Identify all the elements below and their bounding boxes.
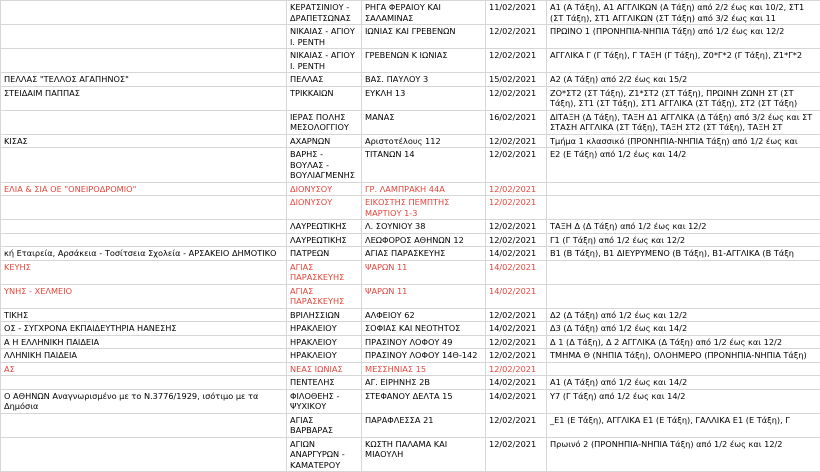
- cell-name[interactable]: [1, 376, 287, 390]
- table-row[interactable]: [1, 284, 820, 308]
- table-row[interactable]: [1, 413, 820, 437]
- cell-date[interactable]: 12/02/2021: [486, 220, 547, 234]
- cell-details[interactable]: _Ε1 (Ε Τάξη), ΑΓΓΛΙΚΑ Ε1 (Ε Τάξη), ΓΑΛΛΙΚΑ Ε1 (Ε Τάξη), Γ: [547, 413, 820, 437]
- cell-address[interactable]: ΜΕΣΣΗΝΙΑΣ 15: [362, 362, 486, 376]
- cell-details[interactable]: ΤΑΞΗ Δ (Δ Τάξη) από 1/2 έως και 12/2: [547, 220, 820, 234]
- cell-name[interactable]: [1, 1, 287, 25]
- table-row[interactable]: [1, 247, 820, 261]
- cell-municipality[interactable]: ΒΡΙΛΗΣΣΙΩΝ: [287, 308, 362, 322]
- table-row[interactable]: [1, 86, 820, 110]
- cell-municipality[interactable]: ΔΙΟΝΥΣΟΥ: [287, 182, 362, 196]
- cell-details[interactable]: Υ7 (Γ Τάξη) από 1/2 έως και 14/2: [547, 389, 820, 413]
- table-row[interactable]: [1, 148, 820, 183]
- table-row[interactable]: [1, 389, 820, 413]
- cell-municipality[interactable]: ΚΕΡΑΤΣΙΝΙΟΥ - ΔΡΑΠΕΤΣΩΝΑΣ: [287, 1, 362, 25]
- cell-municipality[interactable]: ΠΑΤΡΕΩΝ: [287, 247, 362, 261]
- cell-name[interactable]: Ο ΑΘΗΝΩΝ Αναγνωρισμένο με το Ν.3776/1929, ισότιμο με τα Δημόσια: [1, 389, 287, 413]
- cell-details[interactable]: ΠΡΩΙΝΟ 1 (ΠΡΟΝΗΠΙΑ-ΝΗΠΙΑ Τάξη) από 1/2 έως και 12/2: [547, 25, 820, 49]
- cell-date[interactable]: 16/02/2021: [486, 110, 547, 134]
- cell-details[interactable]: Τμήμα 1 κλασσικό (ΠΡΟΝΗΠΙΑ-ΝΗΠΙΑ Τάξη) από 1/2 έως και: [547, 134, 820, 148]
- cell-name[interactable]: Α Η ΕΛΛΗΝΙΚΗ ΠΑΙΔΕΙΑ: [1, 335, 287, 349]
- cell-address[interactable]: ΠΑΡΑΦΛΕΣΣΑ 21: [362, 413, 486, 437]
- cell-address[interactable]: Λ. ΣΟΥΝΙΟΥ 38: [362, 220, 486, 234]
- cell-date[interactable]: 15/02/2021: [486, 73, 547, 87]
- cell-details[interactable]: Δ2 (Δ Τάξη) από 1/2 έως και 12/2: [547, 308, 820, 322]
- cell-municipality[interactable]: ΗΡΑΚΛΕΙΟΥ: [287, 335, 362, 349]
- table-row[interactable]: [1, 182, 820, 196]
- table-row[interactable]: [1, 349, 820, 363]
- cell-municipality[interactable]: ΠΕΛΛΑΣ: [287, 73, 362, 87]
- table-row[interactable]: [1, 25, 820, 49]
- cell-details[interactable]: ΖΟ*ΣΤ2 (ΣΤ Τάξη), Ζ1*ΣΤ2 (ΣΤ Τάξη), ΠΡΩΙΝΗ ΖΩΝΗ ΣΤ (ΣΤ Τάξη), ΣΤ1 (ΣΤ Τάξη), ΣΤ1 ΑΓΓΛΙΚΑ (ΣΤ Τάξη), ΣΤ2 (ΣΤ Τάξη): [547, 86, 820, 110]
- cell-municipality[interactable]: ΙΕΡΑΣ ΠΟΛΗΣ ΜΕΣΟΛΟΓΓΙΟΥ: [287, 110, 362, 134]
- cell-details[interactable]: Α1 (Α Τάξη), Α1 ΑΓΓΛΙΚΩΝ (Α Τάξη) από 2/2 έως και 10/2, ΣΤ1 (ΣΤ Τάξη), ΣΤ1 ΑΓΓΛΙΚΩΝ (ΣΤ Τάξη) από 3/2 έως και 11: [547, 1, 820, 25]
- cell-date[interactable]: 12/02/2021: [486, 86, 547, 110]
- cell-name[interactable]: [1, 49, 287, 73]
- cell-date[interactable]: 12/02/2021: [486, 134, 547, 148]
- table-row[interactable]: [1, 335, 820, 349]
- cell-date[interactable]: 14/02/2021: [486, 389, 547, 413]
- cell-date[interactable]: 11/02/2021: [486, 1, 547, 25]
- cell-date[interactable]: 14/02/2021: [486, 322, 547, 336]
- cell-name[interactable]: ΤΙΚΗΣ: [1, 308, 287, 322]
- cell-address[interactable]: ΜΑΝΑΣ: [362, 110, 486, 134]
- cell-details[interactable]: Α1 (Α Τάξη) από 1/2 έως και 14/2: [547, 376, 820, 390]
- cell-name[interactable]: [1, 233, 287, 247]
- cell-municipality[interactable]: ΑΓΙΑΣ ΠΑΡΑΣΚΕΥΗΣ: [287, 284, 362, 308]
- table-row[interactable]: [1, 233, 820, 247]
- cell-date[interactable]: 12/02/2021: [486, 182, 547, 196]
- cell-name[interactable]: [1, 196, 287, 220]
- table-row[interactable]: [1, 1, 820, 25]
- cell-address[interactable]: ΨΑΡΩΝ 11: [362, 260, 486, 284]
- cell-address[interactable]: ΚΩΣΤΗ ΠΑΛΑΜΑ ΚΑΙ ΜΙΑΟΥΛΗ: [362, 437, 486, 472]
- cell-address[interactable]: ΠΡΑΣΙΝΟΥ ΛΟΦΟΥ 49: [362, 335, 486, 349]
- cell-date[interactable]: 12/02/2021: [486, 362, 547, 376]
- cell-details[interactable]: Γ1 (Γ Τάξη) από 1/2 έως και 12/2: [547, 233, 820, 247]
- table-row[interactable]: [1, 322, 820, 336]
- cell-municipality[interactable]: ΗΡΑΚΛΕΙΟΥ: [287, 349, 362, 363]
- cell-details[interactable]: ΔΙΤΑΞΗ (Δ Τάξη), ΤΑΞΗ Δ1 ΑΓΓΛΙΚΑ (Δ Τάξη) από 3/2 έως και ΣΤ ΣΤΑΣΗ ΑΓΓΛΙΚΑ (ΣΤ Τάξη), ΤΑΞΗ ΣΤ2 (ΣΤ Τάξη), ΤΑΞΗ ΣΤ: [547, 110, 820, 134]
- cell-address[interactable]: ΡΗΓΑ ΦΕΡΑΙΟΥ ΚΑΙ ΣΑΛΑΜΙΝΑΣ: [362, 1, 486, 25]
- cell-details[interactable]: Δ3 (Δ Τάξη) από 1/2 έως και 14/2: [547, 322, 820, 336]
- cell-date[interactable]: 12/02/2021: [486, 148, 547, 183]
- cell-municipality[interactable]: ΤΡΙΚΚΑΙΩΝ: [287, 86, 362, 110]
- cell-date[interactable]: 12/02/2021: [486, 437, 547, 472]
- cell-details[interactable]: ΑΓΓΛΙΚΑ Γ (Γ Τάξη), Γ ΤΑΞΗ (Γ Τάξη), Ζ0*Γ*2 (Γ Τάξη), Ζ1*Γ*2: [547, 49, 820, 73]
- table-row[interactable]: [1, 134, 820, 148]
- table-row[interactable]: [1, 73, 820, 87]
- cell-address[interactable]: Αριστοτέλους 112: [362, 134, 486, 148]
- cell-date[interactable]: 14/02/2021: [486, 284, 547, 308]
- cell-name[interactable]: ΚΕΥΗΣ: [1, 260, 287, 284]
- cell-address[interactable]: ΕΙΚΟΣΤΗΣ ΠΕΜΠΤΗΣ ΜΑΡΤΙΟΥ 1-3: [362, 196, 486, 220]
- table-body: [1, 1, 820, 472]
- cell-address[interactable]: ΒΑΣ. ΠΑΥΛΟΥ 3: [362, 73, 486, 87]
- cell-municipality[interactable]: ΔΙΟΝΥΣΟΥ: [287, 196, 362, 220]
- cell-municipality[interactable]: ΛΑΥΡΕΩΤΙΚΗΣ: [287, 220, 362, 234]
- cell-date[interactable]: 12/02/2021: [486, 413, 547, 437]
- cell-name[interactable]: [1, 25, 287, 49]
- cell-name[interactable]: ΚΙΣΑΣ: [1, 134, 287, 148]
- cell-municipality[interactable]: ΑΓΙΑΣ ΒΑΡΒΑΡΑΣ: [287, 413, 362, 437]
- cell-municipality[interactable]: ΗΡΑΚΛΕΙΟΥ: [287, 322, 362, 336]
- cell-date[interactable]: 12/02/2021: [486, 349, 547, 363]
- cell-name[interactable]: [1, 437, 287, 472]
- cell-details[interactable]: [547, 260, 820, 284]
- cell-address[interactable]: ΠΡΑΣΙΝΟΥ ΛΟΦΟΥ 14Θ-142: [362, 349, 486, 363]
- cell-municipality[interactable]: ΛΑΥΡΕΩΤΙΚΗΣ: [287, 233, 362, 247]
- cell-municipality[interactable]: ΑΧΑΡΝΩΝ: [287, 134, 362, 148]
- cell-details[interactable]: ΤΜΗΜΑ Θ (ΝΗΠΙΑ Τάξη), ΟΛΟΗΜΕΡΟ (ΠΡΟΝΗΠΙΑ-ΝΗΠΙΑ Τάξη): [547, 349, 820, 363]
- table-row[interactable]: [1, 376, 820, 390]
- cell-details[interactable]: [547, 284, 820, 308]
- cell-date[interactable]: 12/02/2021: [486, 308, 547, 322]
- cell-municipality[interactable]: ΒΑΡΗΣ - ΒΟΥΛΑΣ - ΒΟΥΛΙΑΓΜΕΝΗΣ: [287, 148, 362, 183]
- cell-address[interactable]: ΛΕΩΦΟΡΟΣ ΑΘΗΝΩΝ 12: [362, 233, 486, 247]
- cell-details[interactable]: Ε2 (Ε Τάξη) από 1/2 έως και 14/2: [547, 148, 820, 183]
- cell-date[interactable]: 12/02/2021: [486, 49, 547, 73]
- cell-municipality[interactable]: ΑΓΙΩΝ ΑΝΑΡΓΥΡΩΝ - ΚΑΜΑΤΕΡΟΥ: [287, 437, 362, 472]
- cell-date[interactable]: 12/02/2021: [486, 196, 547, 220]
- cell-name[interactable]: ΛΛΗΝΙΚΗ ΠΑΙΔΕΙΑ: [1, 349, 287, 363]
- cell-address[interactable]: ΙΩΝΙΑΣ ΚΑΙ ΓΡΕΒΕΝΩΝ: [362, 25, 486, 49]
- cell-name[interactable]: [1, 220, 287, 234]
- cell-address[interactable]: ΕΥΚΛΗ 13: [362, 86, 486, 110]
- cell-name[interactable]: ΥΝΗΣ - ΧΕΛΜΕΙΟ: [1, 284, 287, 308]
- cell-address[interactable]: ΑΓ. ΕΙΡΗΝΗΣ 2Β: [362, 376, 486, 390]
- cell-date[interactable]: 14/02/2021: [486, 260, 547, 284]
- cell-address[interactable]: ΣΟΦΙΑΣ ΚΑΙ ΝΕΟΤΗΤΟΣ: [362, 322, 486, 336]
- cell-details[interactable]: Δ 1 (Δ Τάξη), Δ 2 ΑΓΓΛΙΚΑ (Δ Τάξη) από 1/2 έως και 12/2: [547, 335, 820, 349]
- cell-date[interactable]: 12/02/2021: [486, 335, 547, 349]
- cell-municipality[interactable]: ΦΙΛΟΘΕΗΣ - ΨΥΧΙΚΟΥ: [287, 389, 362, 413]
- table-row[interactable]: [1, 196, 820, 220]
- cell-address[interactable]: ΑΓΙΑΣ ΠΑΡΑΣΚΕΥΗΣ: [362, 247, 486, 261]
- table-row[interactable]: [1, 220, 820, 234]
- cell-date[interactable]: 12/02/2021: [486, 25, 547, 49]
- cell-details[interactable]: Πρωινό 2 (ΠΡΟΝΗΠΙΑ-ΝΗΠΙΑ Τάξη) από 1/2 έως και 12/2: [547, 437, 820, 472]
- cell-municipality[interactable]: ΝΙΚΑΙΑΣ - ΑΓΙΟΥ Ι. ΡΕΝΤΗ: [287, 25, 362, 49]
- cell-municipality[interactable]: ΝΙΚΑΙΑΣ - ΑΓΙΟΥ Ι. ΡΕΝΤΗ: [287, 49, 362, 73]
- cell-date[interactable]: 12/02/2021: [486, 233, 547, 247]
- cell-address[interactable]: ΑΛΦΕΙΟΥ 62: [362, 308, 486, 322]
- cell-name[interactable]: [1, 413, 287, 437]
- cell-date[interactable]: 14/02/2021: [486, 376, 547, 390]
- cell-name[interactable]: ΑΣ: [1, 362, 287, 376]
- cell-address[interactable]: ΣΤΕΦΑΝΟΥ ΔΕΛΤΑ 15: [362, 389, 486, 413]
- cell-address[interactable]: ΤΙΤΑΝΩΝ 14: [362, 148, 486, 183]
- table-row[interactable]: [1, 362, 820, 376]
- cell-name[interactable]: ΟΣ - ΣΥΓΧΡΟΝΑ ΕΚΠΑΙΔΕΥΤΗΡΙΑ ΗΑΝΕΣΗΣ: [1, 322, 287, 336]
- cell-details[interactable]: [547, 196, 820, 220]
- cell-details[interactable]: [547, 362, 820, 376]
- cell-details[interactable]: [547, 182, 820, 196]
- cell-address[interactable]: ΨΑΡΩΝ 11: [362, 284, 486, 308]
- cell-details[interactable]: Β1 (Β Τάξη), Β1 ΔΙΕΥΡΥΜΕΝΟ (Β Τάξη), Β1-ΑΓΓΛΙΚΑ (Β Τάξη: [547, 247, 820, 261]
- cell-name[interactable]: [1, 148, 287, 183]
- cell-name[interactable]: [1, 110, 287, 134]
- table-row[interactable]: [1, 308, 820, 322]
- cell-municipality[interactable]: ΠΕΝΤΕΛΗΣ: [287, 376, 362, 390]
- cell-name[interactable]: ΠΕΛΛΑΣ "ΤΕΛΛΟΣ ΑΓΑΠΗΝΟΣ": [1, 73, 287, 87]
- table-row[interactable]: [1, 49, 820, 73]
- cell-address[interactable]: ΓΡΕΒΕΝΩΝ Κ ΙΩΝΙΑΣ: [362, 49, 486, 73]
- cell-municipality[interactable]: ΑΓΙΑΣ ΠΑΡΑΣΚΕΥΗΣ: [287, 260, 362, 284]
- table-row[interactable]: [1, 437, 820, 472]
- cell-municipality[interactable]: ΝΕΑΣ ΙΩΝΙΑΣ: [287, 362, 362, 376]
- cell-date[interactable]: 14/02/2021: [486, 247, 547, 261]
- table-row[interactable]: [1, 260, 820, 284]
- cell-details[interactable]: Α2 (Α Τάξη) από 2/2 έως και 15/2: [547, 73, 820, 87]
- table-row[interactable]: [1, 110, 820, 134]
- cell-name[interactable]: ΣΤΕΙΔΑΙΜ ΠΑΠΠΑΣ: [1, 86, 287, 110]
- cell-name[interactable]: κή Εταιρεία, Αρσάκεια - Τοσίτσεια Σχολεία - ΑΡΣΑΚΕΙΟ ΔΗΜΟΤΙΚΟ: [1, 247, 287, 261]
- cell-name[interactable]: ΕΛΙΑ & ΣΙΑ ΟΕ "ΟΝΕΙΡΟΔΡΟΜΙΟ": [1, 182, 287, 196]
- cell-address[interactable]: ΓΡ. ΛΑΜΠΡΑΚΗ 44Α: [362, 182, 486, 196]
